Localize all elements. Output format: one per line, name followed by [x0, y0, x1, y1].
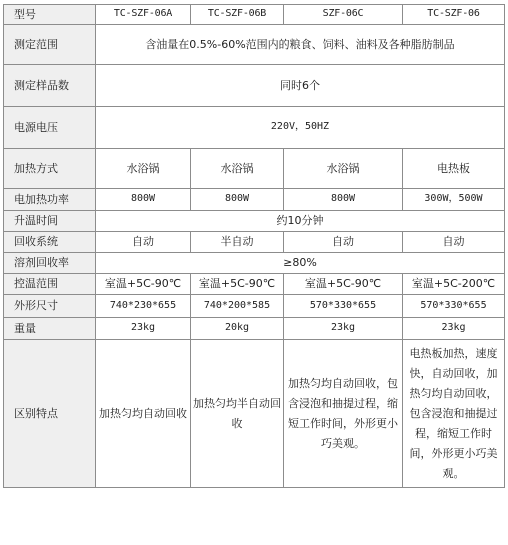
spec-table — [3, 4, 505, 488]
heating-method-cell: 水浴锅 — [284, 149, 403, 189]
temp-range-cell: 室温+5C-90℃ — [191, 274, 284, 295]
table-row-recovery — [4, 232, 505, 253]
table-row-heating-power — [4, 189, 505, 211]
row-label-heating-power: 电加热功率 — [4, 189, 96, 211]
features-cell: 加热匀均半自动回收 — [191, 340, 284, 488]
features-cell: 加热匀均自动回收，包含浸泡和抽提过程，缩短工作时间，外形更小巧美观。 — [284, 340, 403, 488]
features-cell: 电热板加热，速度快，自动回收，加热匀均自动回收，包含浸泡和抽提过程，缩短工作时间，外形更小巧美观。 — [403, 340, 505, 488]
table-row-temp-range — [4, 274, 505, 295]
heating-method-cell: 水浴锅 — [96, 149, 191, 189]
row-label-weight: 重量 — [4, 318, 96, 340]
heating-method-cell: 水浴锅 — [191, 149, 284, 189]
recovery-cell: 自动 — [403, 232, 505, 253]
row-label-range: 测定范围 — [4, 25, 96, 65]
weight-cell: 23kg — [284, 318, 403, 340]
table-row-range — [4, 25, 505, 65]
table-row-dimensions — [4, 295, 505, 318]
temp-range-cell: 室温+5C-200℃ — [403, 274, 505, 295]
row-label-power-supply: 电源电压 — [4, 107, 96, 149]
samples-value: 同时6个 — [96, 65, 505, 107]
model-cell: TC-SZF-06A — [96, 5, 191, 25]
recovery-cell: 半自动 — [191, 232, 284, 253]
heating-method-cell: 电热板 — [403, 149, 505, 189]
heating-power-cell: 800W — [191, 189, 284, 211]
heating-power-cell: 300W，500W — [403, 189, 505, 211]
table-row-power-supply — [4, 107, 505, 149]
warmup-value: 约10分钟 — [96, 211, 505, 232]
dimensions-cell: 570*330*655 — [403, 295, 505, 318]
row-label-solvent-recovery: 溶剂回收率 — [4, 253, 96, 274]
solvent-recovery-value: ≥80% — [96, 253, 505, 274]
table-row-samples — [4, 65, 505, 107]
dimensions-cell: 570*330*655 — [284, 295, 403, 318]
row-label-samples: 测定样品数 — [4, 65, 96, 107]
row-label-dimensions: 外形尺寸 — [4, 295, 96, 318]
table-row-warmup — [4, 211, 505, 232]
table-row-features — [4, 340, 505, 488]
temp-range-cell: 室温+5C-90℃ — [96, 274, 191, 295]
row-label-recovery: 回收系统 — [4, 232, 96, 253]
row-label-heating-method: 加热方式 — [4, 149, 96, 189]
table-row-solvent-recovery — [4, 253, 505, 274]
model-cell: TC-SZF-06B — [191, 5, 284, 25]
weight-cell: 20kg — [191, 318, 284, 340]
row-label-features: 区别特点 — [4, 340, 96, 488]
dimensions-cell: 740*230*655 — [96, 295, 191, 318]
power-supply-value: 220V，50HZ — [96, 107, 505, 149]
features-cell: 加热匀均自动回收 — [96, 340, 191, 488]
row-label-warmup: 升温时间 — [4, 211, 96, 232]
heating-power-cell: 800W — [284, 189, 403, 211]
row-label-model: 型号 — [4, 5, 96, 25]
table-row-model — [4, 5, 505, 25]
table-row-weight — [4, 318, 505, 340]
model-cell: TC-SZF-06 — [403, 5, 505, 25]
range-value: 含油量在0.5%-60%范围内的粮食、饲料、油料及各种脂肪制品 — [96, 25, 505, 65]
weight-cell: 23kg — [96, 318, 191, 340]
row-label-temp-range: 控温范围 — [4, 274, 96, 295]
model-cell: SZF-06C — [284, 5, 403, 25]
dimensions-cell: 740*200*585 — [191, 295, 284, 318]
temp-range-cell: 室温+5C-90℃ — [284, 274, 403, 295]
recovery-cell: 自动 — [96, 232, 191, 253]
weight-cell: 23kg — [403, 318, 505, 340]
table-row-heating-method — [4, 149, 505, 189]
heating-power-cell: 800W — [96, 189, 191, 211]
recovery-cell: 自动 — [284, 232, 403, 253]
